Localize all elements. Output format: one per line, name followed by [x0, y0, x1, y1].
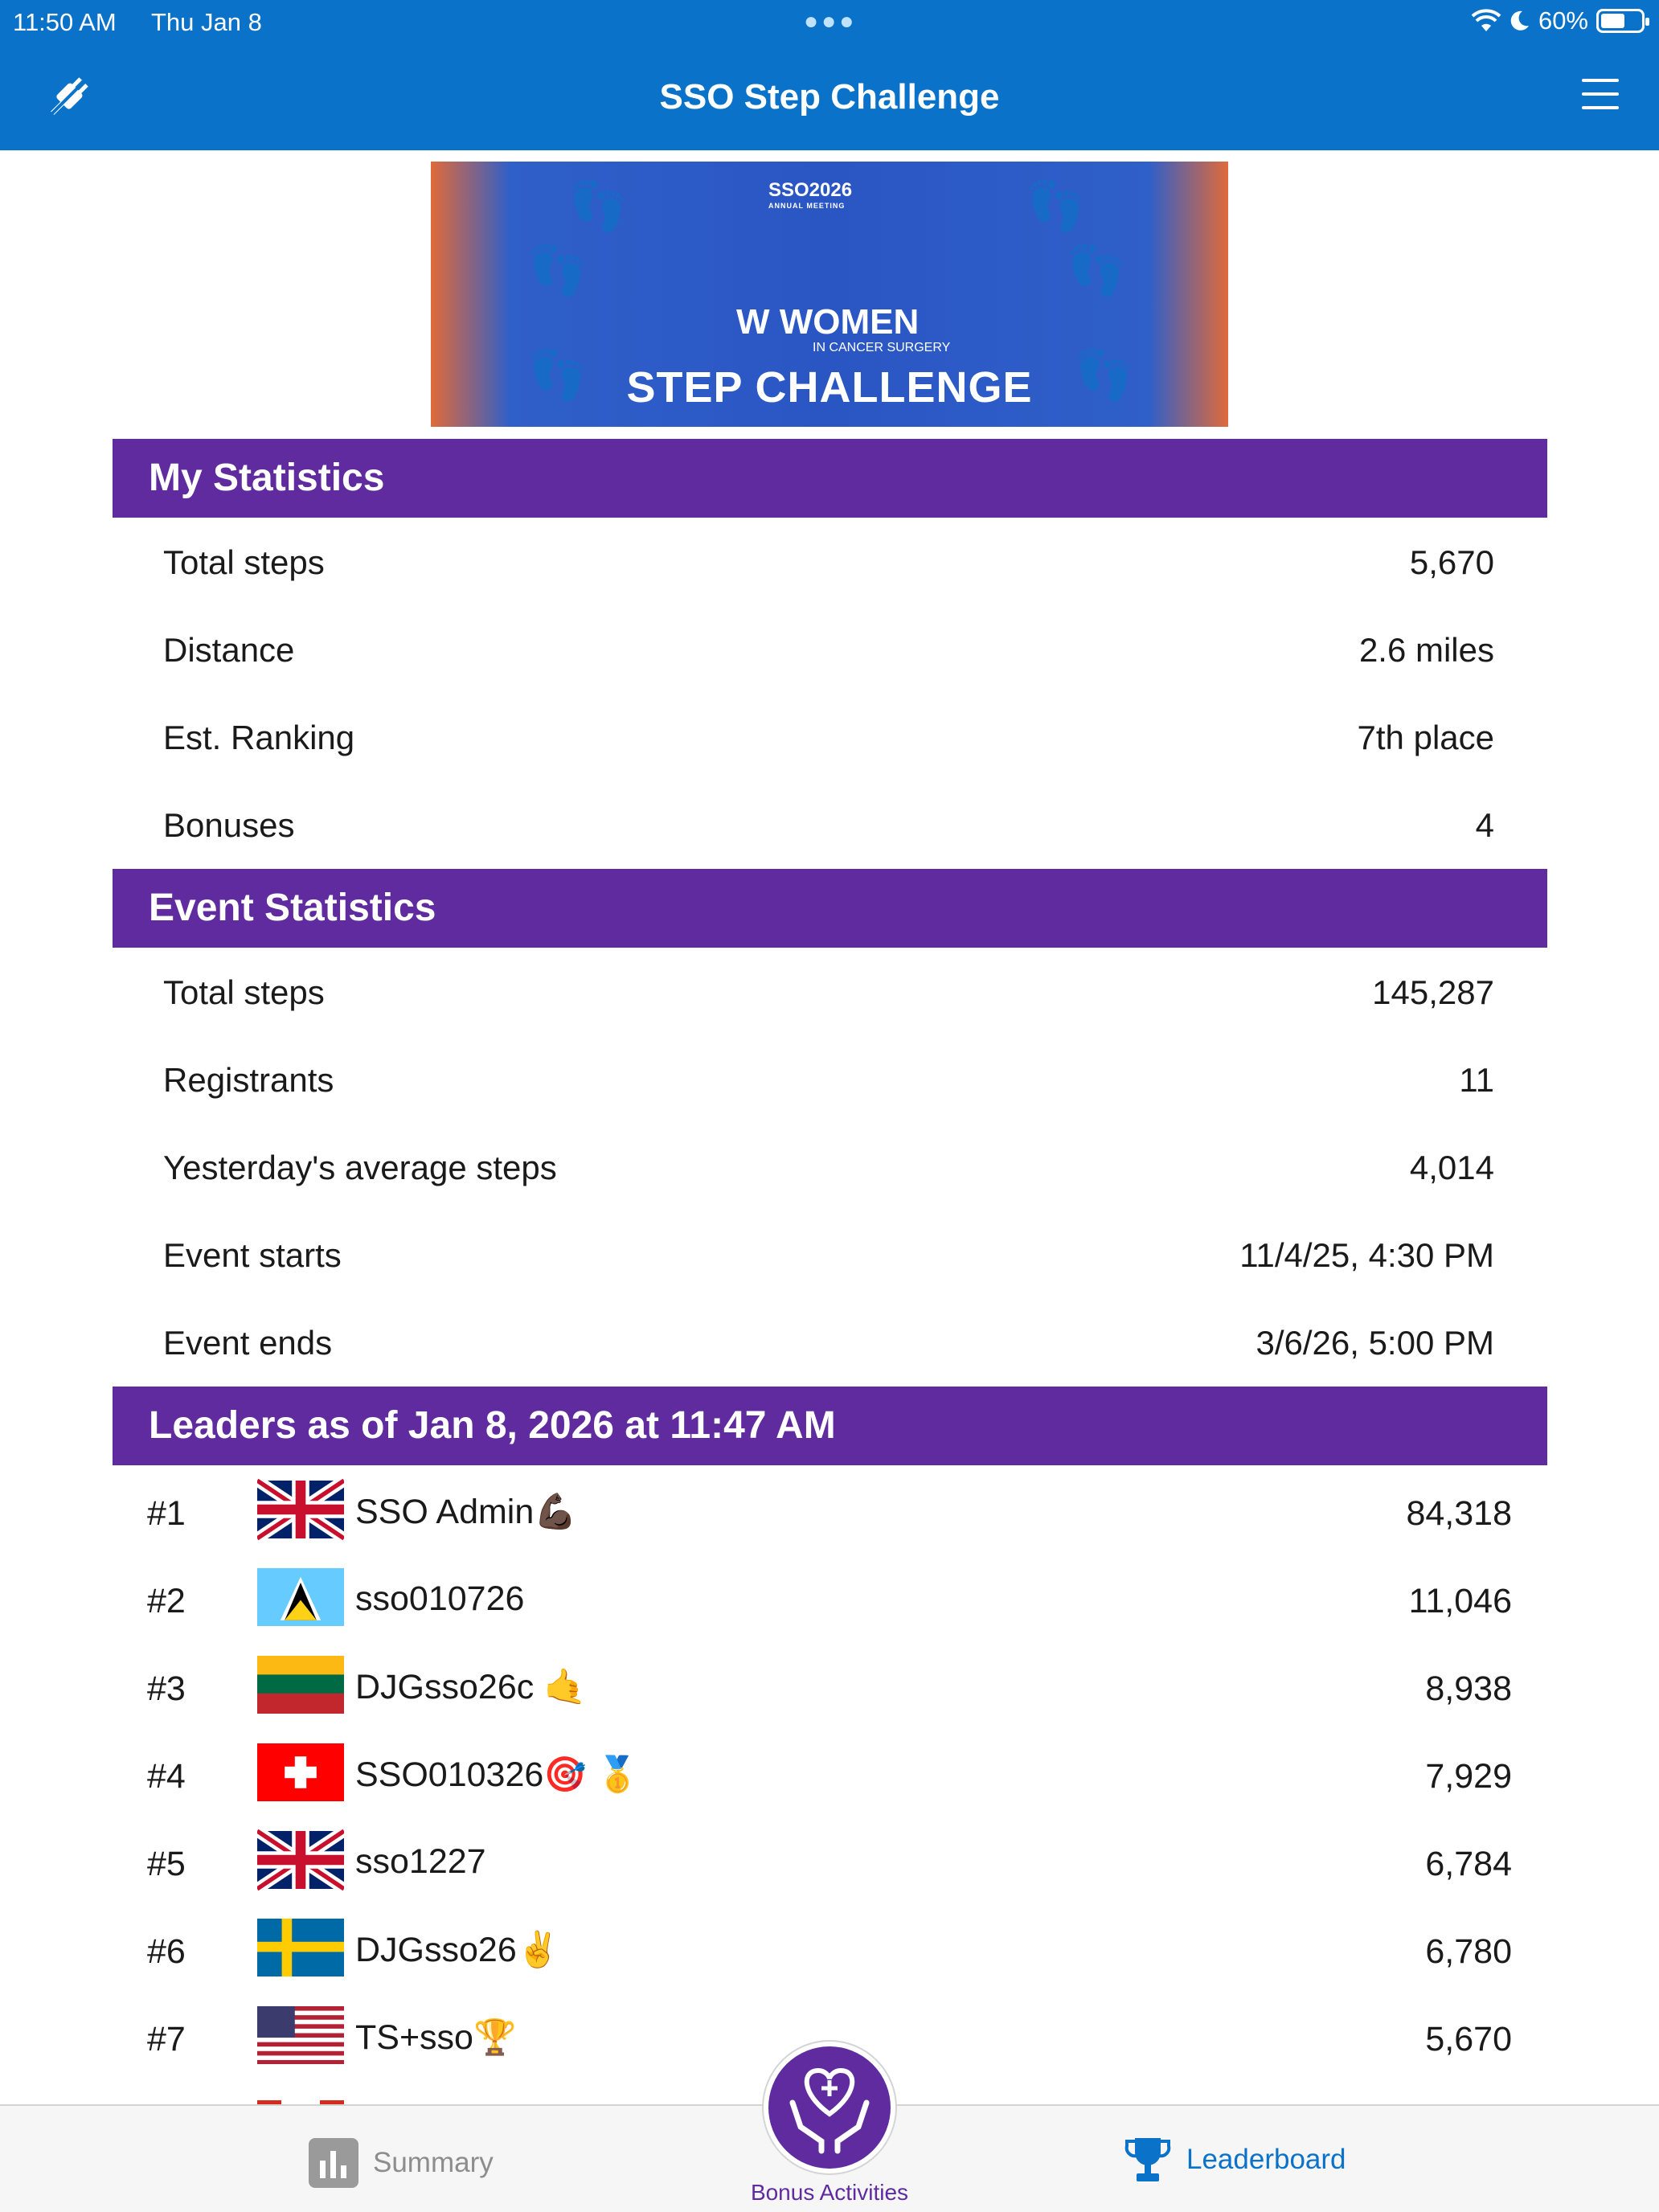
leader-name: sso1227	[355, 1842, 486, 1881]
bonus-activities-label[interactable]: Bonus Activities	[750, 2180, 909, 2205]
event-stat-label: Registrants	[163, 1061, 334, 1099]
leader-row[interactable]	[113, 1904, 1547, 1991]
leader-row[interactable]	[113, 1466, 1547, 1553]
page-title: SSO Step Challenge	[659, 77, 1000, 117]
leader-rank: #7	[147, 2020, 186, 2058]
event-stat-value: 11/4/25, 4:30 PM	[1239, 1236, 1494, 1274]
wifi-icon	[1471, 9, 1501, 33]
leader-row[interactable]	[113, 1729, 1547, 1816]
leader-name: sso010726	[355, 1579, 525, 1618]
my-stat-value: 7th place	[1357, 719, 1494, 756]
leader-rank: #6	[147, 1932, 186, 1971]
leader-rank: #3	[147, 1669, 186, 1708]
uk-flag	[257, 1828, 344, 1892]
event-stat-row	[113, 1298, 1547, 1385]
leader-name: DJGsso26✌️	[355, 1931, 560, 1969]
my-stat-value: 2.6 miles	[1358, 631, 1494, 669]
footprint-icon: 👣	[1026, 179, 1086, 233]
battery-percent: 60%	[1538, 6, 1588, 35]
leader-row[interactable]	[113, 1554, 1547, 1641]
leader-rank: #1	[147, 1494, 186, 1533]
usa-flag	[257, 2003, 344, 2067]
my-stat-label: Distance	[163, 631, 295, 669]
leader-steps: 11,046	[1408, 1582, 1512, 1620]
leader-steps: 6,784	[1425, 1845, 1512, 1883]
trophy-icon	[1124, 2135, 1172, 2185]
uk-flag	[257, 1477, 344, 1542]
leader-name: TS+sso🏆	[355, 2018, 517, 2057]
banner-logo-sub: ANNUAL MEETING	[768, 202, 846, 210]
event-stat-row	[113, 1210, 1547, 1297]
my-stat-label: Bonuses	[163, 806, 295, 844]
leader-steps: 7,929	[1425, 1757, 1512, 1796]
status-time: 11:50 AM	[13, 8, 117, 36]
banner-headline: STEP CHALLENGE	[626, 363, 1033, 412]
my-stat-row	[113, 518, 1547, 604]
switzerland-flag	[257, 1740, 344, 1804]
battery-icon	[1596, 9, 1645, 33]
w-logo-icon: W	[736, 302, 770, 342]
event-stat-label: Total steps	[163, 973, 325, 1011]
banner-logo-text: SSO2026	[768, 179, 853, 201]
event-stat-value: 145,287	[1372, 973, 1494, 1011]
tab-leaderboard-label: Leaderboard	[1186, 2144, 1346, 2175]
leader-steps: 5,670	[1425, 2020, 1512, 2058]
my-stat-row	[113, 693, 1547, 780]
banner-women-text: WOMEN	[779, 302, 920, 342]
banner-women	[736, 302, 951, 354]
leader-name: SSO010326🎯 🥇	[355, 1755, 640, 1794]
leader-rank: #2	[147, 1582, 186, 1620]
multitasking-dots-icon[interactable]: ●●●	[804, 8, 858, 35]
bonus-activities-button[interactable]	[764, 2042, 895, 2173]
status-bar	[0, 0, 1659, 45]
my-stat-label: Est. Ranking	[163, 719, 355, 756]
event-stat-label: Yesterday's average steps	[163, 1149, 557, 1186]
event-stat-row	[113, 1035, 1547, 1122]
event-stat-value: 11	[1459, 1061, 1494, 1099]
footprint-icon: 👣	[527, 348, 588, 402]
tab-leaderboard[interactable]	[1124, 2135, 1346, 2185]
leader-name: DJGsso26c 🤙	[355, 1668, 587, 1706]
event-stat-row	[113, 1123, 1547, 1210]
my-stat-value: 5,670	[1409, 543, 1494, 581]
status-right	[1471, 6, 1645, 35]
event-stat-value: 3/6/26, 5:00 PM	[1256, 1324, 1494, 1362]
heart-hands-icon	[768, 2046, 891, 2169]
event-stat-row	[113, 948, 1547, 1034]
leader-steps: 84,318	[1406, 1494, 1512, 1533]
leader-rank: #5	[147, 1845, 186, 1883]
top-bar	[0, 0, 1659, 150]
leader-name: SSO Admin💪🏿	[355, 1493, 577, 1531]
hamburger-menu-icon[interactable]	[1582, 79, 1619, 109]
my-stat-row	[113, 605, 1547, 692]
banner-logo	[768, 179, 852, 210]
event-stat-label: Event starts	[163, 1236, 342, 1274]
leaders-header: Leaders as of Jan 8, 2026 at 11:47 AM	[113, 1387, 1547, 1465]
my-stat-value: 4	[1475, 806, 1494, 844]
my-stat-row	[113, 780, 1547, 867]
footprint-icon: 👣	[1066, 244, 1126, 297]
saint-lucia-flag	[257, 1565, 344, 1629]
footprint-icon: 👣	[527, 244, 588, 297]
footprint-icon: 👣	[1074, 348, 1134, 402]
status-date: Thu Jan 8	[151, 8, 262, 36]
lithuania-flag	[257, 1653, 344, 1717]
challenge-banner	[431, 162, 1228, 427]
event-stat-label: Event ends	[163, 1324, 333, 1362]
moon-icon	[1509, 10, 1530, 32]
sweden-flag	[257, 1915, 344, 1980]
footprint-icon: 👣	[567, 179, 628, 233]
leader-rank: #4	[147, 1757, 186, 1796]
my-statistics-header: My Statistics	[113, 439, 1547, 518]
banner-women-sub: IN CANCER SURGERY	[813, 341, 951, 354]
leader-row[interactable]	[113, 1817, 1547, 1903]
leader-row[interactable]	[113, 1641, 1547, 1728]
event-stat-value: 4,014	[1409, 1149, 1494, 1186]
event-statistics-header: Event Statistics	[113, 869, 1547, 948]
leader-steps: 8,938	[1425, 1669, 1512, 1708]
leader-steps: 6,780	[1425, 1932, 1512, 1971]
my-stat-label: Total steps	[163, 543, 325, 581]
tab-summary-label: Summary	[373, 2147, 494, 2178]
